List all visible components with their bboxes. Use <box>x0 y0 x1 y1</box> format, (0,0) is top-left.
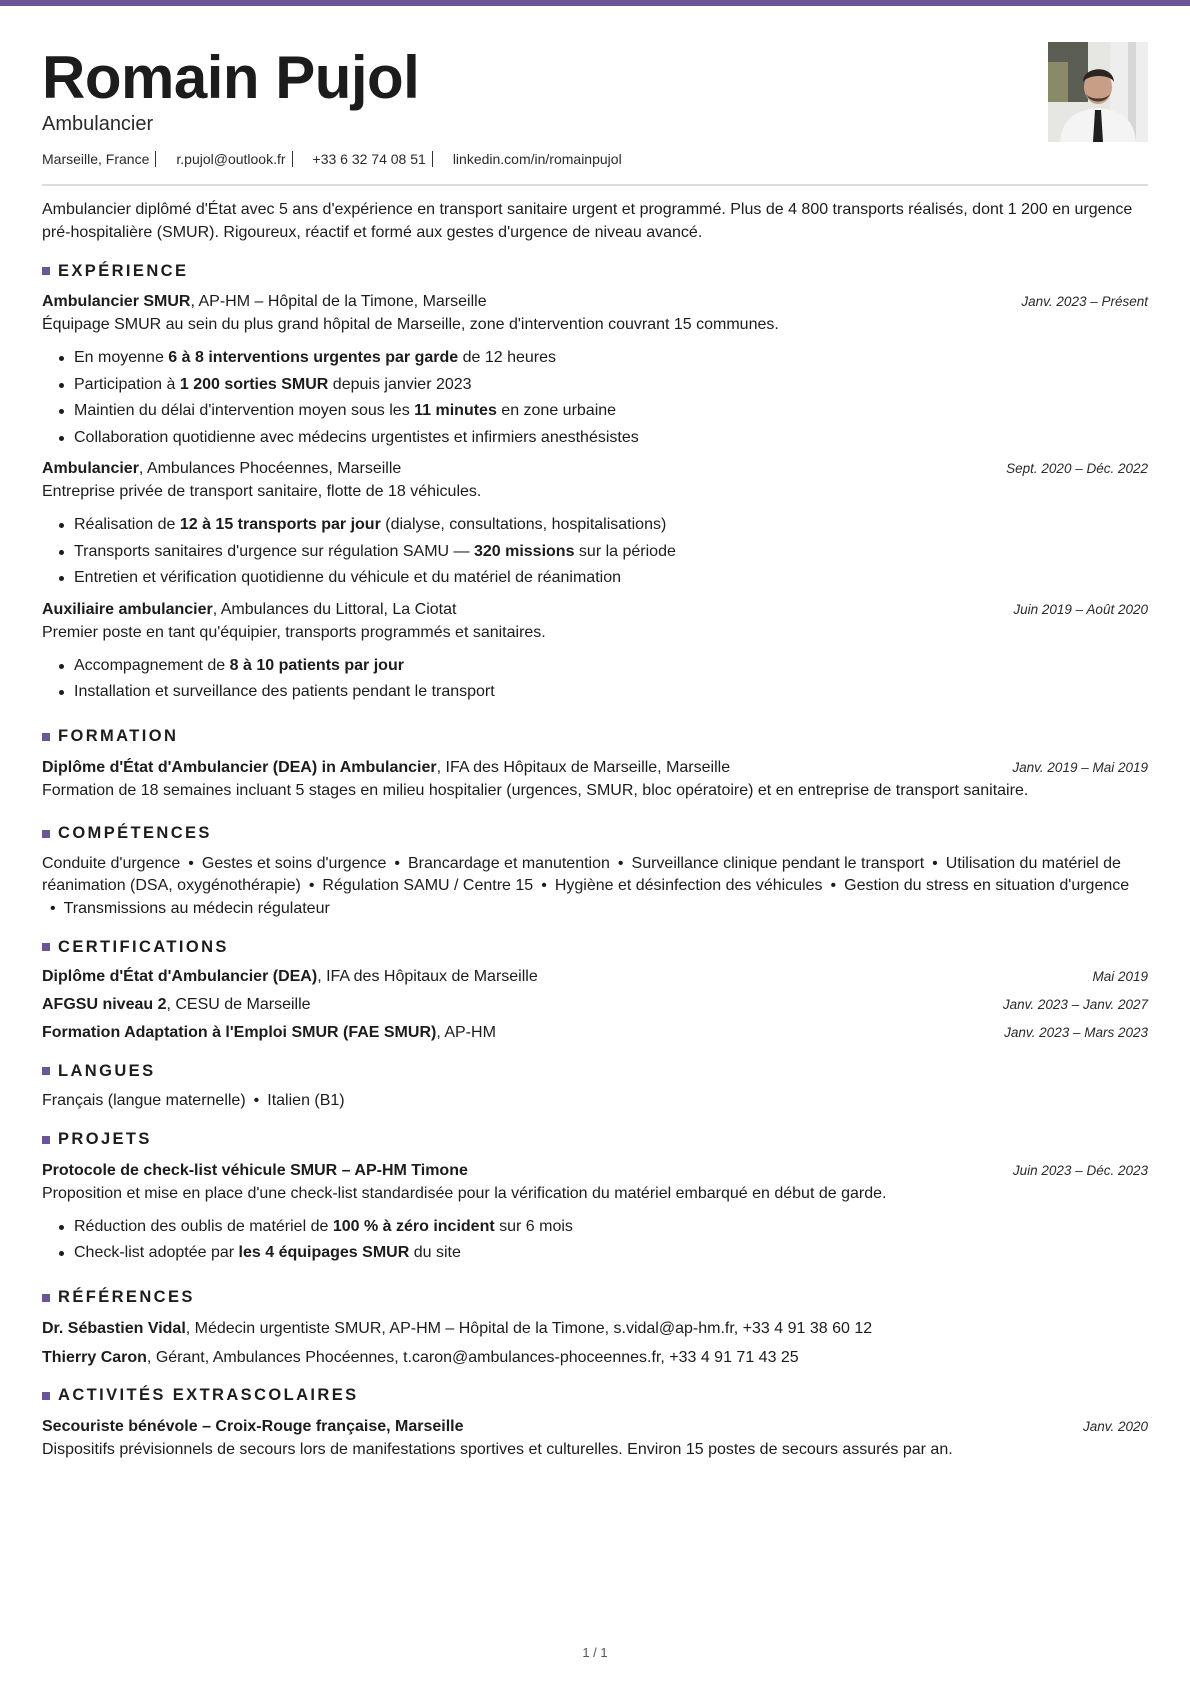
section-heading <box>42 1058 1148 1084</box>
highlight-text: 100 % à zéro incident <box>332 1217 495 1235</box>
entry-date: Juin 2023 – Déc. 2023 <box>1012 1162 1148 1178</box>
reference-entry <box>42 1318 1148 1340</box>
contact-linkedin[interactable]: linkedin.com/in/romainpujol <box>452 151 622 167</box>
experience-entry <box>42 291 1148 451</box>
square-bullet-icon <box>42 733 50 741</box>
experience-entry <box>42 599 1148 706</box>
reference-name: Thierry Caron <box>42 1348 147 1366</box>
section-references <box>42 1285 1148 1369</box>
skill-item: Surveillance clinique pendant le transport <box>631 854 925 872</box>
entry-title <box>42 599 456 621</box>
square-bullet-icon <box>42 1136 50 1144</box>
contact-phone[interactable]: +33 6 32 74 08 51 <box>312 151 426 167</box>
bullet-dot-icon: • <box>617 854 624 872</box>
square-bullet-icon <box>42 1392 50 1400</box>
education-entry <box>42 757 1148 803</box>
skill-item: Hygiène et désinfection des véhicules <box>554 877 823 894</box>
highlight-text: 6 à 8 interventions urgentes par garde <box>168 349 459 366</box>
list-text: depuis janvier 2023 <box>328 375 472 393</box>
section-heading-text: LANGUES <box>58 1061 156 1080</box>
skills-list <box>42 853 1148 921</box>
square-bullet-icon <box>42 1294 50 1302</box>
reference-details: , Gérant, Ambulances Phocéennes, t.caron@ambulances-phoceennes.fr, +33 4 91 71 43 25 <box>146 1348 799 1366</box>
entry-title <box>42 1416 464 1438</box>
entry-description: Dispositifs prévisionnels de secours lors de manifestations sportives et culturelles. Environ 15 postes de secours assurés par an. <box>42 1440 953 1458</box>
section-heading-text: ACTIVITÉS EXTRASCOLAIRES <box>58 1386 359 1404</box>
cert-name: Diplôme d'État d'Ambulancier (DEA) <box>42 968 318 985</box>
list-item <box>74 1214 1148 1241</box>
list-item <box>74 539 1148 566</box>
list-text: sur la période <box>574 542 676 560</box>
resume-page <box>42 6 1148 1462</box>
section-projets <box>42 1127 1148 1267</box>
skill-item: Gestion du stress en situation d'urgence <box>844 877 1130 894</box>
entry-date: Janv. 2019 – Mai 2019 <box>1012 759 1148 775</box>
square-bullet-icon <box>42 1067 50 1075</box>
certification-entry <box>42 1022 1148 1044</box>
section-heading-text: RÉFÉRENCES <box>58 1288 195 1306</box>
entry-description: Proposition et mise en place d'une check-list standardisée pour la vérification du matériel embarqué en début de garde. <box>42 1184 887 1202</box>
page-number: 1 / 1 <box>582 1645 608 1660</box>
section-activites <box>42 1383 1148 1462</box>
highlight-text: 12 à 15 transports par jour <box>179 516 381 533</box>
language-item: Italien (B1) <box>267 1092 345 1109</box>
section-heading <box>42 258 1148 284</box>
bullet-dot-icon: • <box>541 877 547 894</box>
skill-item: Brancardage et manutention <box>407 854 610 872</box>
section-heading <box>42 1285 1148 1311</box>
contact-divider <box>432 151 433 167</box>
entry-date: Janv. 2023 – Présent <box>1021 294 1148 309</box>
project-entry <box>42 1160 1148 1267</box>
entry-description: Premier poste en tant qu'équipier, transports programmés et sanitaires. <box>42 623 546 641</box>
profile-photo <box>1048 42 1148 142</box>
section-formation <box>42 724 1148 803</box>
list-text: En moyenne <box>74 349 169 366</box>
section-certifications <box>42 934 1148 1044</box>
list-text: en zone urbaine <box>496 402 617 419</box>
job-role: Auxiliaire ambulancier <box>42 600 213 618</box>
section-experience <box>42 258 1148 706</box>
achievement-list <box>74 345 1148 451</box>
achievement-list <box>74 1214 1148 1267</box>
entry-description: Équipage SMUR au sein du plus grand hôpital de Marseille, zone d'intervention couvrant 15 communes. <box>42 316 779 333</box>
job-org: , AP-HM – Hôpital de la Timone, Marseille <box>190 293 487 310</box>
list-text: Installation et surveillance des patients pendant le transport <box>74 683 495 700</box>
section-heading <box>42 821 1148 847</box>
list-text: sur 6 mois <box>494 1217 573 1235</box>
cert-name: AFGSU niveau 2 <box>42 996 167 1013</box>
entry-date: Janv. 2023 – Janv. 2027 <box>1002 997 1148 1012</box>
skill-item: Utilisation du matériel de réanimation (DSA, oxygénothérapie) <box>42 854 1121 894</box>
list-text: de 12 heures <box>458 349 557 366</box>
section-heading <box>42 934 1148 960</box>
section-heading-text: COMPÉTENCES <box>58 824 212 842</box>
list-item <box>74 425 1148 452</box>
list-text: Participation à <box>74 375 180 393</box>
entry-description: Formation de 18 semaines incluant 5 stages en milieu hospitalier (urgences, SMUR, bloc opératoire) et en entreprise de transport sanitaire. <box>42 781 1029 799</box>
list-text: du site <box>409 1244 461 1261</box>
contact-email[interactable]: r.pujol@outlook.fr <box>176 151 286 167</box>
list-text: Entretien et vérification quotidienne du véhicule et du matériel de réanimation <box>74 569 621 586</box>
list-text: Réduction des oublis de matériel de <box>74 1217 333 1235</box>
contact-line <box>42 151 622 167</box>
list-item <box>74 679 1148 706</box>
professional-summary: Ambulancier diplômé d'État avec 5 ans d'expérience en transport sanitaire urgent et programmé. Plus de 4 800 transports réalisés, dont 1 200 en urgence pré-hospitalière (SMUR). Rigoureux, réactif et formé aux gestes d'urgence de niveau avancé. <box>42 201 1133 241</box>
entry-date: Janv. 2023 – Mars 2023 <box>1004 1025 1148 1040</box>
language-item: Français (langue maternelle) <box>42 1092 246 1109</box>
section-langues <box>42 1058 1148 1113</box>
entry-title <box>42 458 401 480</box>
contact-divider <box>155 151 156 167</box>
bullet-dot-icon: • <box>932 854 938 872</box>
job-org: , Ambulances Phocéennes, Marseille <box>138 460 402 477</box>
section-competences <box>42 821 1148 921</box>
list-item <box>74 372 1148 399</box>
school-name: , IFA des Hôpitaux de Marseille, Marseille <box>436 758 731 776</box>
job-role: Ambulancier SMUR <box>42 293 191 310</box>
section-heading <box>42 1383 1148 1409</box>
degree-name: Diplôme d'État d'Ambulancier (DEA) in Ambulancier <box>42 758 437 776</box>
activity-name: Secouriste bénévole – Croix-Rouge française, Marseille <box>42 1417 464 1435</box>
job-org: , Ambulances du Littoral, La Ciotat <box>212 600 457 618</box>
list-text: Check-list adoptée par <box>74 1244 239 1261</box>
highlight-text: 11 minutes <box>414 402 497 419</box>
entry-date: Mai 2019 <box>1092 969 1148 984</box>
square-bullet-icon <box>42 267 50 275</box>
list-item <box>74 345 1148 372</box>
cert-issuer: , CESU de Marseille <box>166 996 311 1013</box>
entry-title <box>42 757 730 779</box>
section-heading-text: FORMATION <box>58 727 179 745</box>
square-bullet-icon <box>42 943 50 951</box>
project-name: Protocole de check-list véhicule SMUR – AP-HM Timone <box>42 1161 468 1179</box>
list-item <box>74 565 1148 592</box>
candidate-name: Romain Pujol <box>42 44 420 111</box>
highlight-text: 8 à 10 patients par jour <box>229 656 404 674</box>
certification-entry <box>42 966 1148 988</box>
square-bullet-icon <box>42 830 50 838</box>
skill-item: Conduite d'urgence <box>42 854 181 872</box>
entry-title <box>42 1160 468 1182</box>
contact-location: Marseille, France <box>42 151 150 167</box>
highlight-text: les 4 équipages SMUR <box>238 1244 410 1261</box>
reference-name: Dr. Sébastien Vidal <box>42 1319 186 1337</box>
list-text: Collaboration quotidienne avec médecins urgentistes et infirmiers anesthésistes <box>74 428 639 446</box>
section-heading-text: EXPÉRIENCE <box>58 261 189 280</box>
entry-date: Janv. 2020 <box>1082 1418 1148 1434</box>
cert-issuer: , IFA des Hôpitaux de Marseille <box>317 968 538 985</box>
bullet-dot-icon: • <box>253 1092 260 1109</box>
achievement-list <box>74 512 1148 592</box>
experience-entry <box>42 458 1148 592</box>
candidate-title: Ambulancier <box>42 113 154 135</box>
cert-name: Formation Adaptation à l'Emploi SMUR (FAE SMUR) <box>42 1024 437 1041</box>
bullet-dot-icon: • <box>308 877 315 894</box>
job-role: Ambulancier <box>42 460 139 477</box>
bullet-dot-icon: • <box>394 854 400 872</box>
entry-description: Entreprise privée de transport sanitaire, flotte de 18 véhicules. <box>42 483 482 500</box>
certification-entry <box>42 994 1148 1016</box>
highlight-text: 320 missions <box>473 542 575 560</box>
contact-divider <box>292 151 293 167</box>
section-heading-text: CERTIFICATIONS <box>58 937 229 956</box>
reference-entry <box>42 1347 1148 1369</box>
highlight-text: 1 200 sorties SMUR <box>179 375 329 393</box>
reference-details: , Médecin urgentiste SMUR, AP-HM – Hôpital de la Timone, s.vidal@ap-hm.fr, +33 4 91 38 60 12 <box>185 1319 873 1337</box>
list-item <box>74 653 1148 680</box>
list-text: Réalisation de <box>74 516 180 533</box>
list-text: Transports sanitaires d'urgence sur régulation SAMU — <box>74 542 474 560</box>
entry-date: Sept. 2020 – Déc. 2022 <box>1006 461 1148 476</box>
cert-issuer: , AP-HM <box>436 1024 496 1041</box>
list-item <box>74 512 1148 539</box>
list-text: Accompagnement de <box>74 656 230 674</box>
section-heading <box>42 1127 1148 1153</box>
profile-photo-illustration <box>1048 42 1148 142</box>
list-item <box>74 398 1148 425</box>
bullet-dot-icon: • <box>50 899 56 917</box>
section-heading <box>42 724 1148 750</box>
list-text: (dialyse, consultations, hospitalisations) <box>380 516 667 533</box>
achievement-list <box>74 653 1148 706</box>
entry-date: Juin 2019 – Août 2020 <box>1013 601 1148 617</box>
entry-title <box>42 291 487 313</box>
bullet-dot-icon: • <box>188 854 194 872</box>
skill-item: Régulation SAMU / Centre 15 <box>322 877 534 894</box>
skill-item: Transmissions au médecin régulateur <box>63 899 330 917</box>
bullet-dot-icon: • <box>830 877 837 894</box>
activity-entry <box>42 1416 1148 1462</box>
languages-list <box>42 1090 1148 1113</box>
resume-header <box>42 6 1148 186</box>
skill-item: Gestes et soins d'urgence <box>201 854 387 872</box>
list-item <box>74 1240 1148 1267</box>
list-text: Maintien du délai d'intervention moyen sous les <box>74 402 415 419</box>
section-heading-text: PROJETS <box>58 1130 152 1148</box>
